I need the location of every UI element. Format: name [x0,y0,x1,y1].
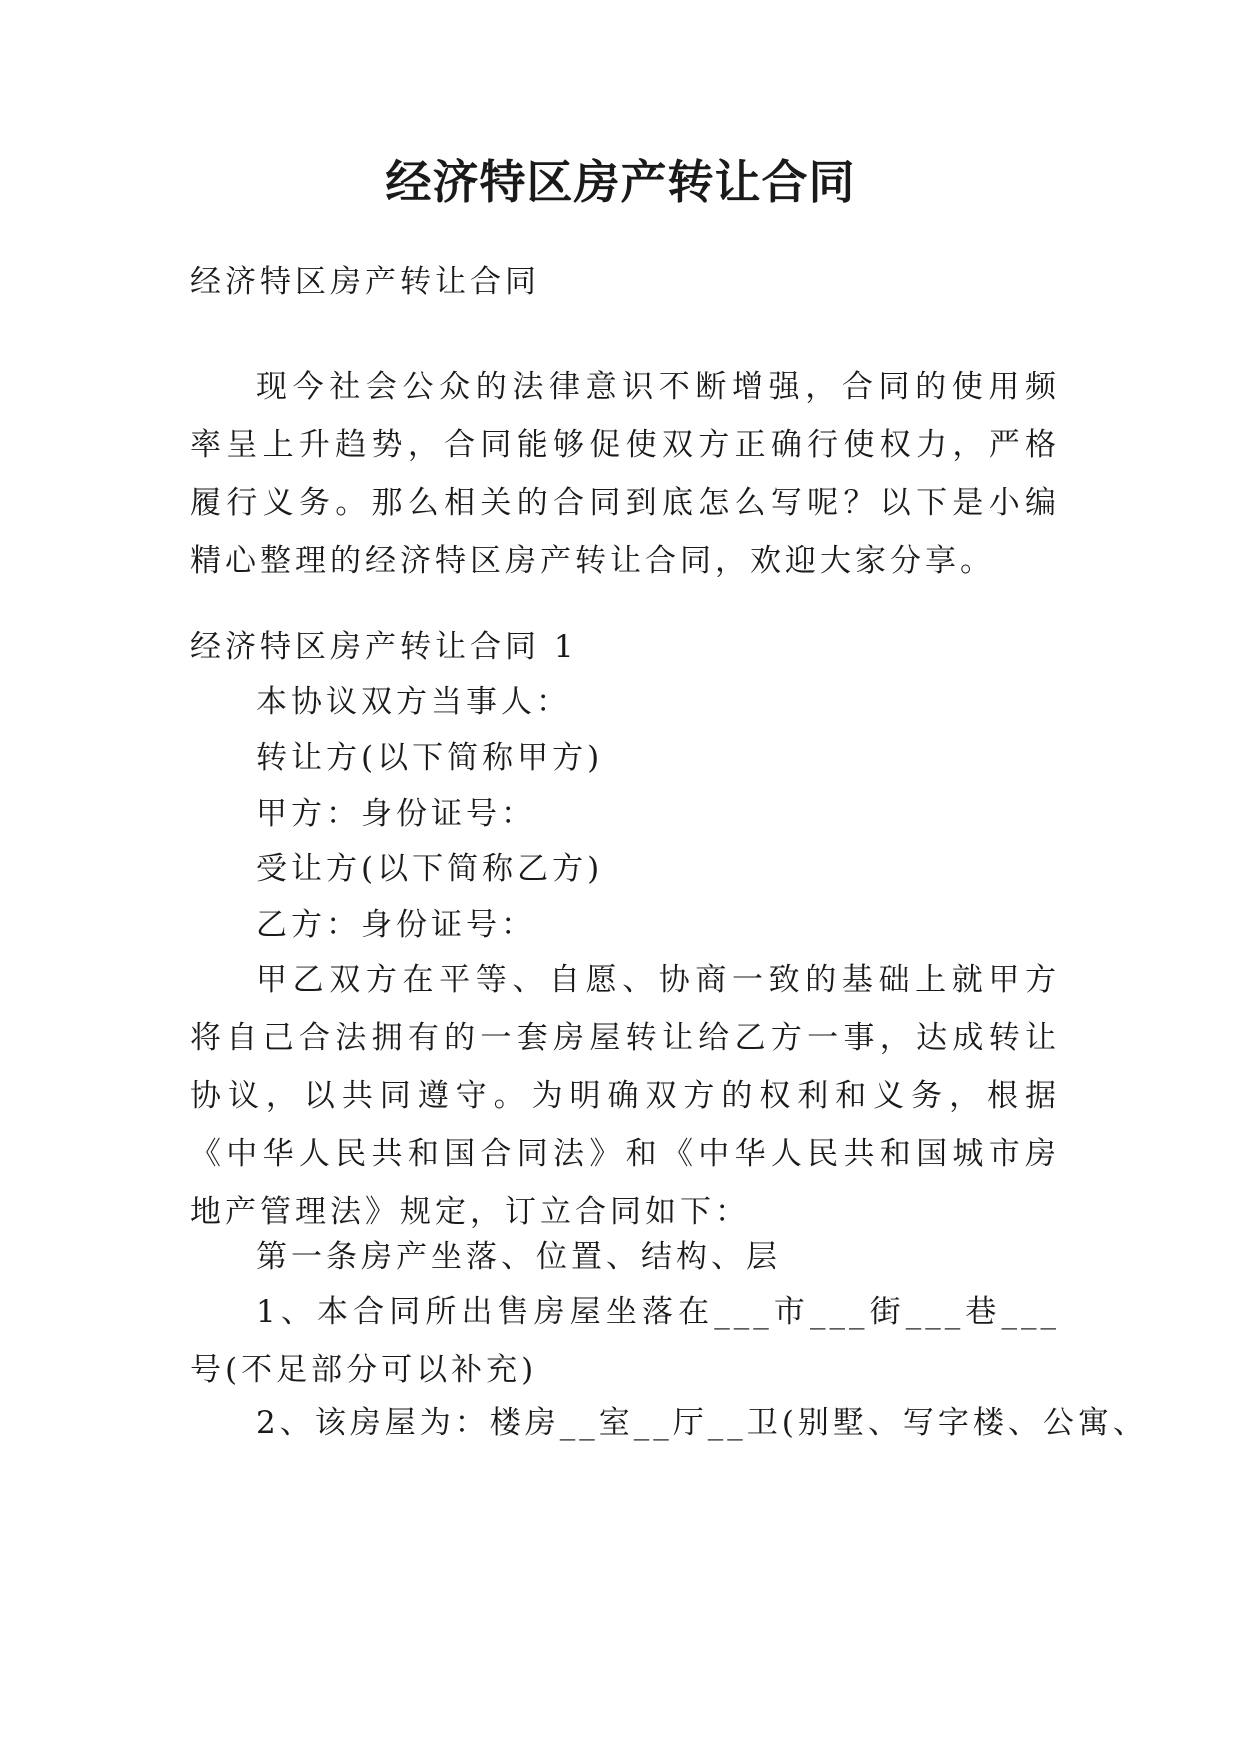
article-1-heading: 第一条房产坐落、位置、结构、层 [256,1239,781,1275]
party-a-id-line: 甲方：身份证号： [256,796,536,832]
section-heading: 经济特区房产转让合同 1 [190,629,578,665]
intro-paragraph: 现今社会公众的法律意识不断增强，合同的使用频率呈上升趋势，合同能够促使双方正确行使权力，严格履行义务。那么相关的合同到底怎么写呢？以下是小编精心整理的经济特区房产转让合同，欢迎大家分享。 [190,369,1060,579]
transferee-line: 受让方(以下简称乙方) [256,851,604,887]
preamble-paragraph: 甲乙双方在平等、自愿、协商一致的基础上就甲方将自己合法拥有的一套房屋转让给乙方一事，达成转让协议，以共同遵守。为明确双方的权利和义务，根据《中华人民共和国合同法》和《中华人民共和国城市房地产管理法》规定，订立合同如下： [190,962,1060,1230]
article-1-item-1: 1、本合同所出售房屋坐落在___市___街___巷___号(不足部分可以补充) [190,1294,1060,1388]
document-subtitle: 经济特区房产转让合同 [190,264,540,300]
party-b-id-line: 乙方：身份证号： [256,907,536,943]
document-title: 经济特区房产转让合同 [385,155,856,209]
article-1-item-2: 2、该房屋为：楼房__室__厅__卫(别墅、写字楼、公寓、 [256,1405,1148,1441]
transferor-line: 转让方(以下简称甲方) [256,740,604,776]
parties-intro: 本协议双方当事人： [256,684,571,720]
